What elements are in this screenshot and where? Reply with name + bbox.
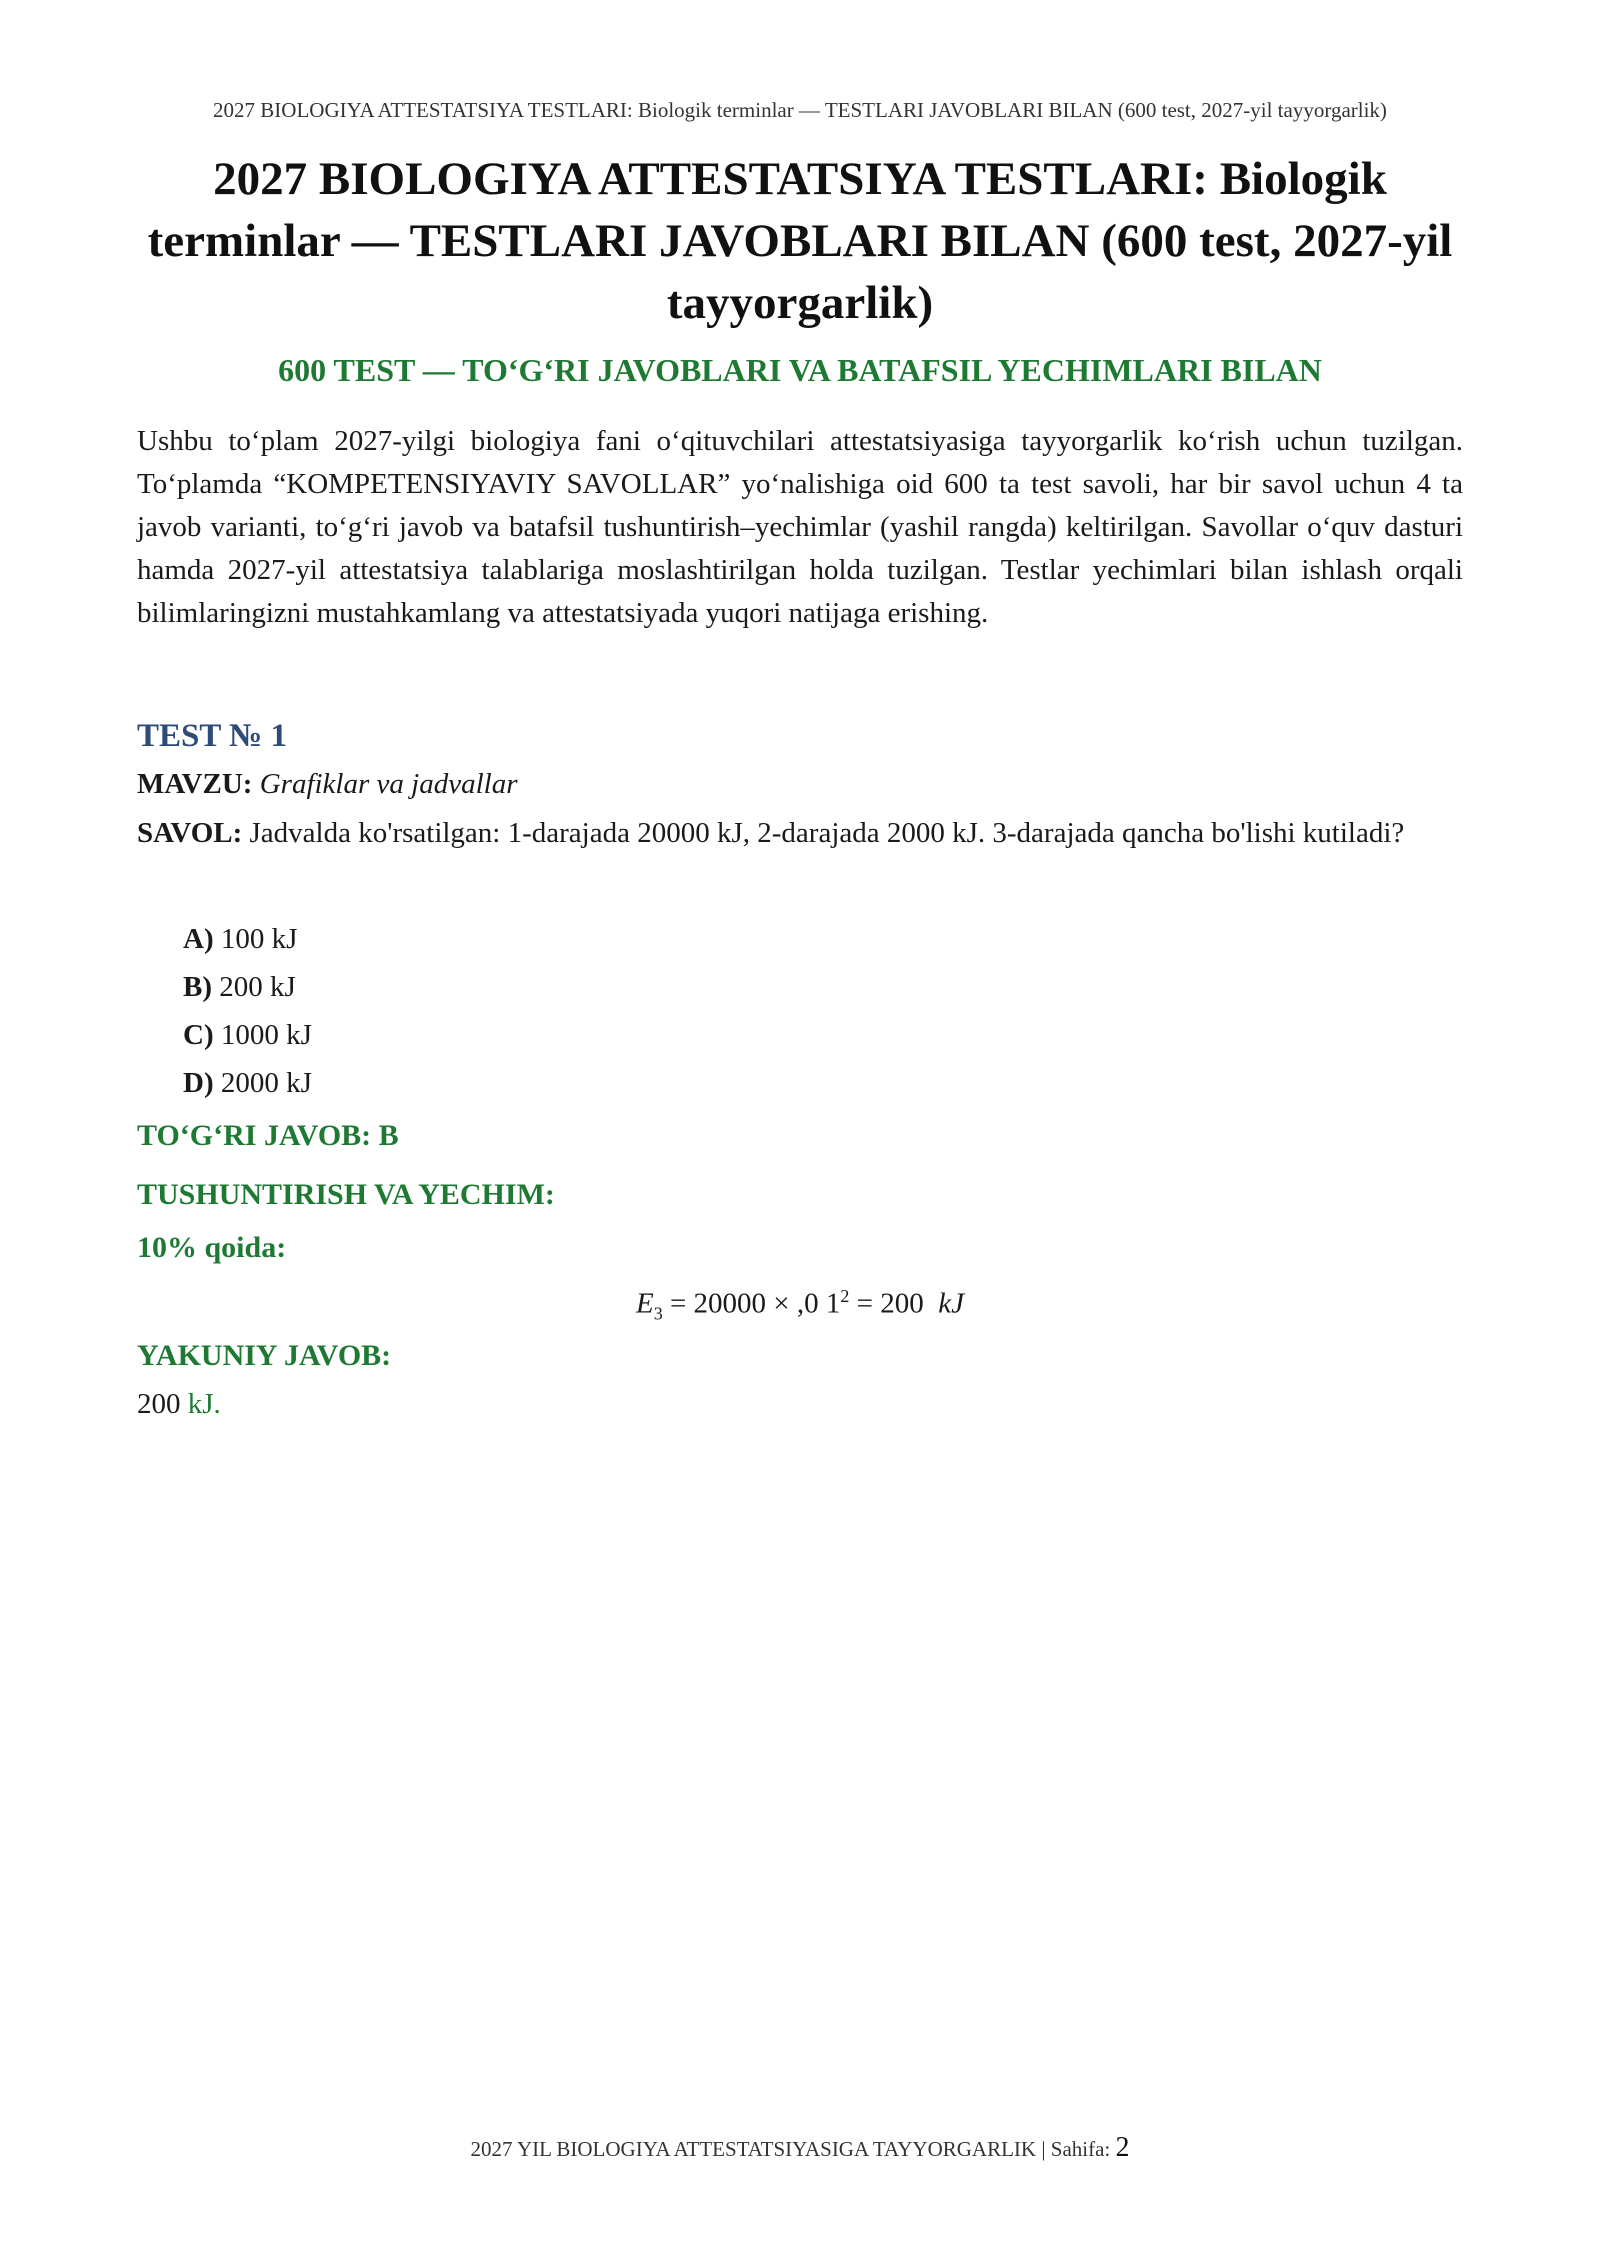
option-letter: D) [183, 1067, 214, 1099]
final-answer [137, 1384, 221, 1425]
intro-paragraph: Ushbu to‘plam 2027-yilgi biologiya fani o‘qituvchilari attestatsiyasiga tayyorgarlik ko‘rish uchun tuzilgan. To‘plamda “KOMPETENSIYAVIY SAVOLLAR” yo‘nalishiga oid 600 ta test savoli, har bir savol uchun 4 ta javob varianti, to‘g‘ri javob va batafsil tushuntirish–yechimlar (yashil rangda) keltirilgan. Savollar o‘quv dasturi hamda 2027-yil attestatsiya talablariga moslashtirilgan holda tuzilgan. Testlar yechimlari bilan ishlash orqali bilimlaringizni mustahkamlang va attestatsiyada yuqori natijaga erishing. [137, 425, 1463, 629]
formula-subscript: 3 [653, 1303, 663, 1324]
page-number: 2 [1115, 2132, 1130, 2163]
option-letter: C) [183, 1019, 214, 1051]
question-label: SAVOL: [137, 817, 243, 849]
formula-exponent: 2 [840, 1286, 850, 1306]
page-footer [137, 2132, 1463, 2165]
option-letter: B) [183, 971, 212, 1003]
running-header: 2027 BIOLOGIYA ATTESTATSIYA TESTLARI: Biologik terminlar — TESTLARI JAVOBLARI BILAN (600 test, 2027-yil tayyorgarlik) [213, 98, 1387, 122]
option-a [183, 915, 312, 963]
option-text: 200 kJ [219, 971, 296, 1003]
document-page [137, 0, 1463, 2262]
formula-result: = 200 [856, 1287, 924, 1320]
document-title: 2027 BIOLOGIYA ATTESTATSIYA TESTLARI: Biologik terminlar — TESTLARI JAVOBLARI BILAN (600 test, 2027-yil tayyorgarlik) [147, 153, 1453, 329]
formula-expression: = 20000 × ,0 1 [669, 1287, 841, 1320]
formula-unit: kJ [938, 1287, 965, 1320]
rule-heading: 10% qoida: [137, 1231, 287, 1264]
option-c [183, 1011, 312, 1059]
topic-label: MAVZU: [137, 768, 253, 800]
formula-variable: E [635, 1287, 654, 1320]
topic-value: Grafiklar va jadvallar [259, 768, 518, 800]
topic-line [137, 764, 517, 805]
option-text: 1000 kJ [220, 1019, 312, 1051]
solution-formula [137, 1276, 1463, 1333]
option-b [183, 963, 312, 1011]
question-line [137, 813, 1463, 854]
option-text: 100 kJ [220, 923, 298, 955]
option-d [183, 1059, 312, 1107]
final-answer-heading: YAKUNIY JAVOB: [137, 1339, 392, 1372]
test-number-heading: TEST № 1 [137, 718, 287, 754]
option-letter: A) [183, 923, 214, 955]
correct-answer: TO‘G‘RI JAVOB: B [137, 1119, 399, 1152]
final-answer-value: 200 [137, 1388, 181, 1420]
final-answer-unit: kJ. [187, 1388, 221, 1420]
answer-options [183, 915, 312, 1107]
question-text: Jadvalda ko'rsatilgan: 1-darajada 20000 kJ, 2-darajada 2000 kJ. 3-darajada qancha bo'lishi kutiladi? [249, 817, 1405, 849]
explanation-heading: TUSHUNTIRISH VA YECHIM: [137, 1178, 555, 1211]
option-text: 2000 kJ [220, 1067, 312, 1099]
document-subtitle: 600 TEST — TO‘G‘RI JAVOBLARI VA BATAFSIL YECHIMLARI BILAN [278, 352, 1322, 388]
footer-text: 2027 YIL BIOLOGIYA ATTESTATSIYASIGA TAYYORGARLIK | Sahifa: [470, 2137, 1111, 2161]
